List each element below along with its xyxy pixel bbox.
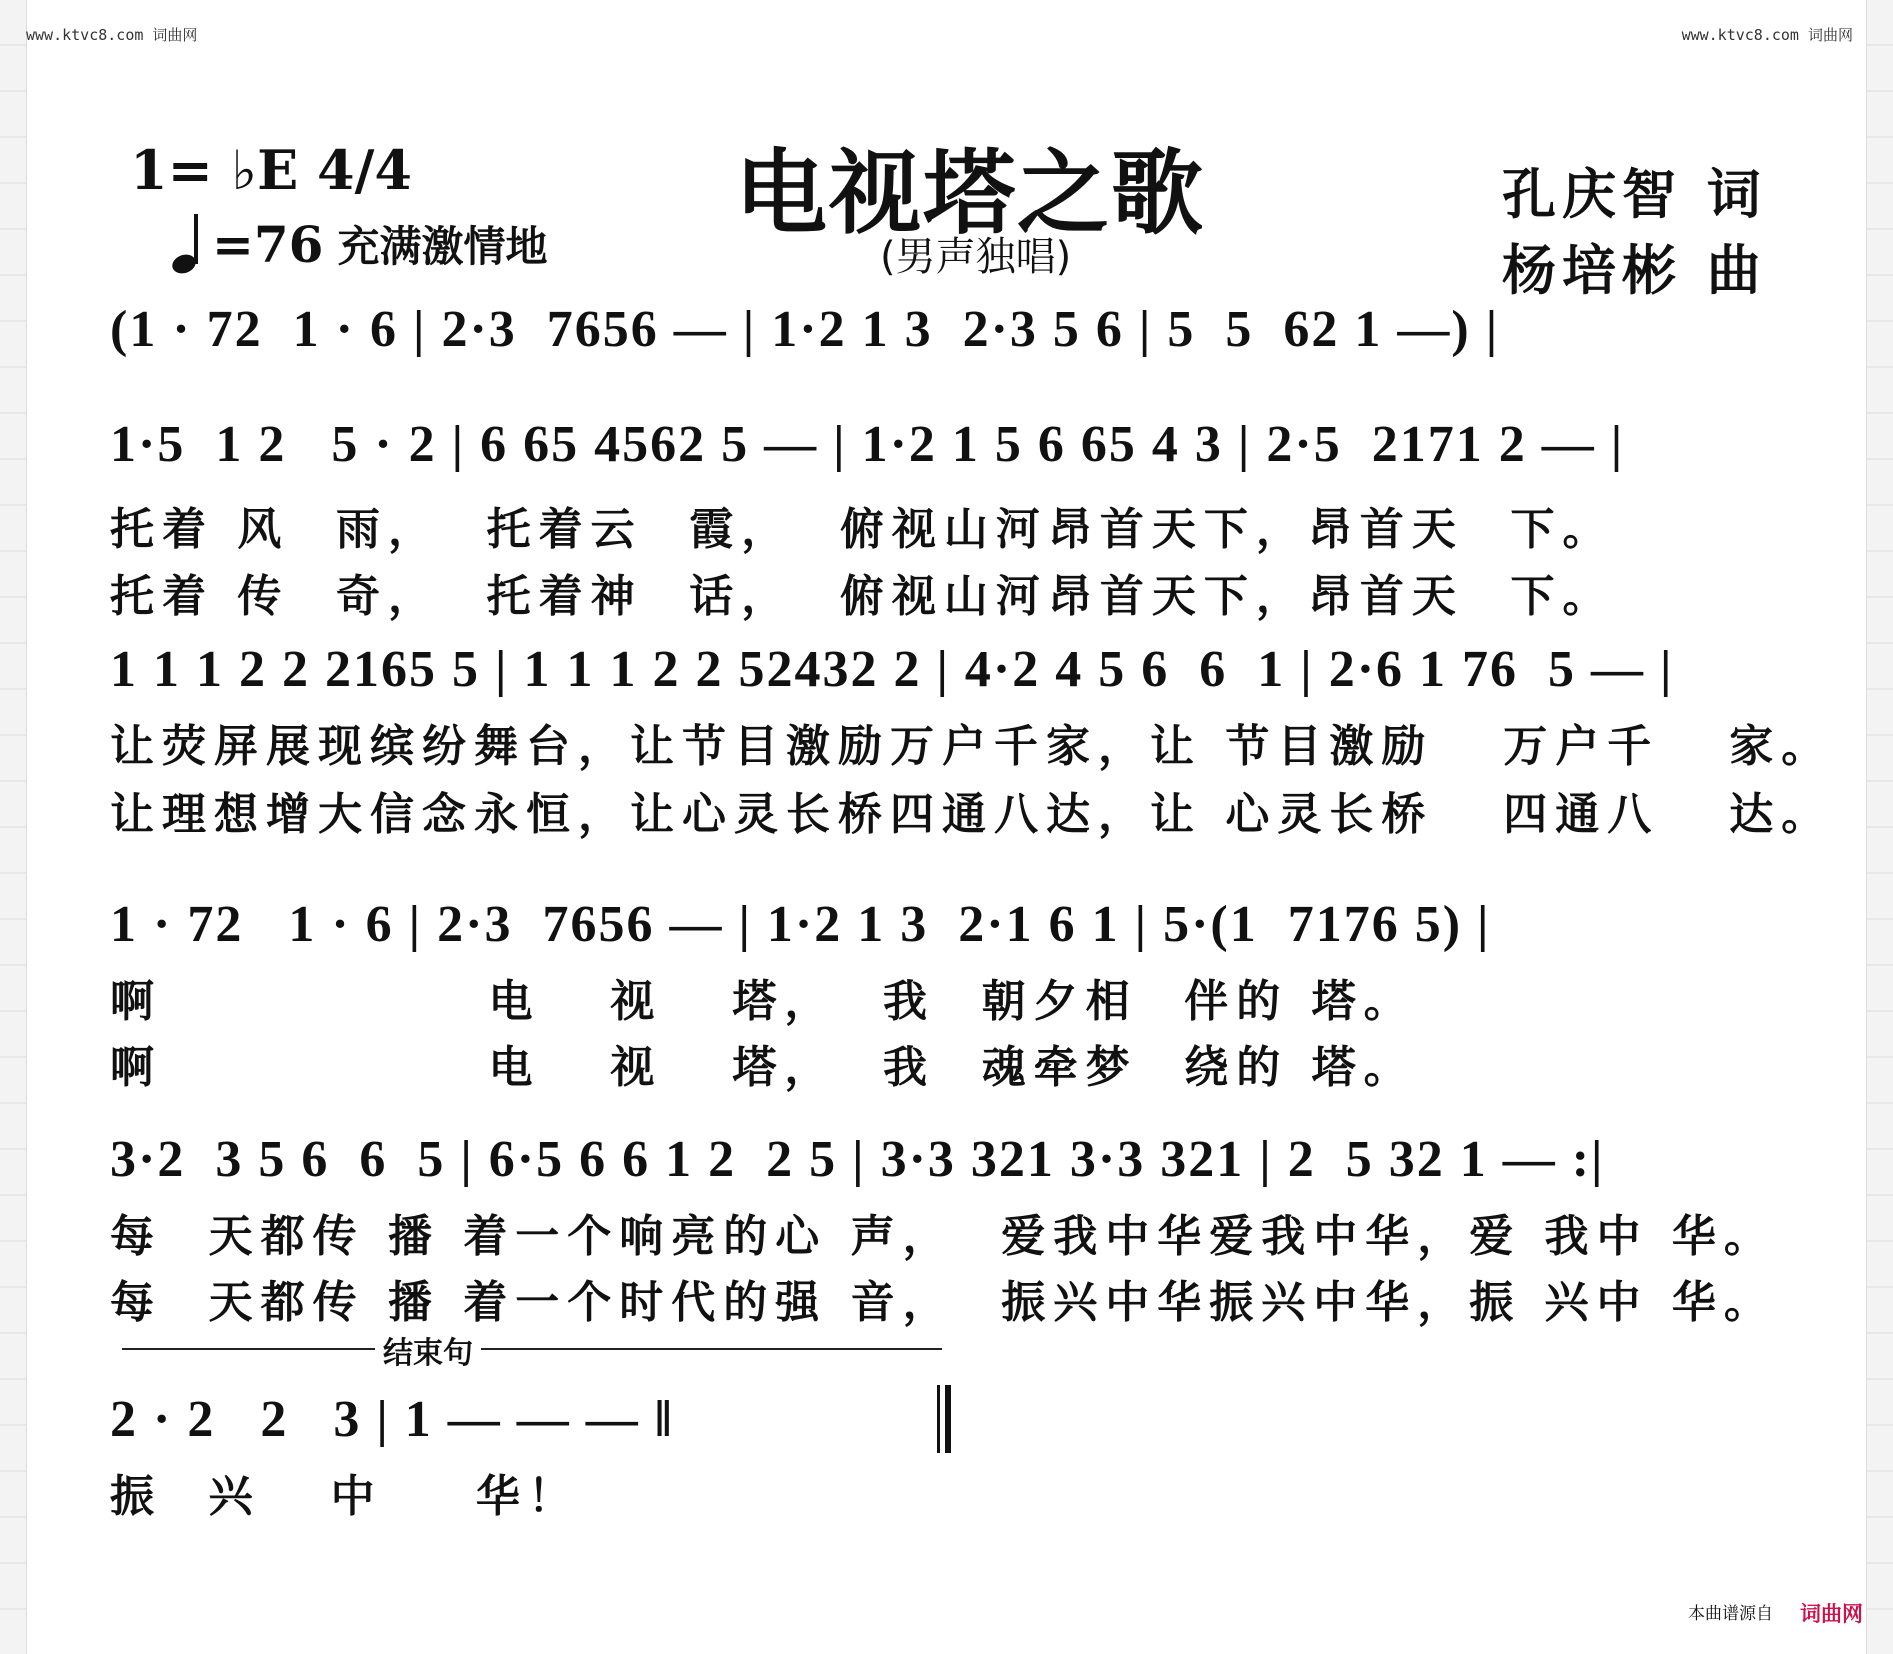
- composer-credit: 杨培彬 曲: [1502, 239, 1767, 302]
- verse2-notes: 1 1 1 2 2 2165 5 | 1 1 1 2 2 52432 2 | 4·2 4 5 6 6 1 | 2·6 1 76 5 — |: [110, 641, 1674, 698]
- song-title: 电视塔之歌: [735, 140, 1206, 247]
- ending-lyric: 振 兴 中 华！: [110, 1471, 580, 1522]
- footer-brand-logo: 词曲网: [1800, 1602, 1863, 1626]
- verse2-lyric-2: 让理想增大信念永恒，让心灵长桥四通八达，让 心灵长桥 四通八 达。: [110, 789, 1834, 840]
- final-barline-thin: [937, 1385, 940, 1453]
- footer-source-label: 本曲谱源自: [1688, 1604, 1773, 1624]
- ending-notes: 2 · 2 2 3 | 1 — — — ‖: [110, 1391, 674, 1448]
- chorus2-lyric-2: 每 天都传 播 着一个时代的强 音， 振兴中华振兴中华，振 兴中 华。: [110, 1277, 1776, 1328]
- ending-bracket: [122, 1348, 942, 1350]
- chorus2-lyric-1: 每 天都传 播 着一个响亮的心 声， 爱我中华爱我中华，爱 我中 华。: [110, 1211, 1776, 1262]
- site-watermark-left: www.ktvc8.com 词曲网: [26, 26, 198, 44]
- intro-notes: (1 · 72 1 · 6 | 2·3 7656 — | 1·2 1 3 2·3 5 6 | 5 5 62 1 —) |: [110, 301, 1500, 358]
- right-margin-strip: [1866, 0, 1893, 1654]
- chorus1-lyric-1: 啊 电 视 塔， 我 朝夕相 伴的 塔。: [110, 976, 1416, 1027]
- verse1-lyric-2: 托着 传 奇， 托着神 话， 俯视山河昂首天下，昂首天 下。: [110, 571, 1615, 622]
- verse1-lyric-1: 托着 风 雨， 托着云 霞， 俯视山河昂首天下，昂首天 下。: [110, 504, 1615, 555]
- chorus2-notes: 3·2 3 5 6 6 5 | 6·5 6 6 1 2 2 5 | 3·3 321 3·3 321 | 2 5 32 1 — :|: [110, 1131, 1605, 1188]
- left-margin-strip: [0, 0, 27, 1654]
- key-signature: 1= ♭E 4/4: [130, 138, 412, 202]
- final-barline-thick: [945, 1385, 951, 1453]
- chorus1-lyric-2: 啊 电 视 塔， 我 魂牵梦 绕的 塔。: [110, 1042, 1416, 1093]
- verse2-lyric-1: 让荧屏展现缤纷舞台，让节目激励万户千家，让 节目激励 万户千 家。: [110, 721, 1834, 772]
- ending-label: 结束句: [375, 1328, 481, 1372]
- quarter-note-icon: [170, 212, 206, 276]
- lyricist-credit: 孔庆智 词: [1502, 163, 1767, 226]
- tempo-value: =76: [212, 214, 324, 274]
- expression-mark: 充满激情地: [337, 222, 548, 271]
- song-subtitle: (男声独唱): [880, 234, 1072, 280]
- chorus1-notes: 1 · 72 1 · 6 | 2·3 7656 — | 1·2 1 3 2·1 6 1 | 5·(1 7176 5) |: [110, 896, 1491, 953]
- verse1-notes: 1·5 1 2 5 · 2 | 6 65 4562 5 — | 1·2 1 5 6 65 4 3 | 2·5 2171 2 — |: [110, 416, 1625, 473]
- tempo-marking: [170, 212, 548, 276]
- site-watermark-right: www.ktvc8.com 词曲网: [1681, 26, 1853, 44]
